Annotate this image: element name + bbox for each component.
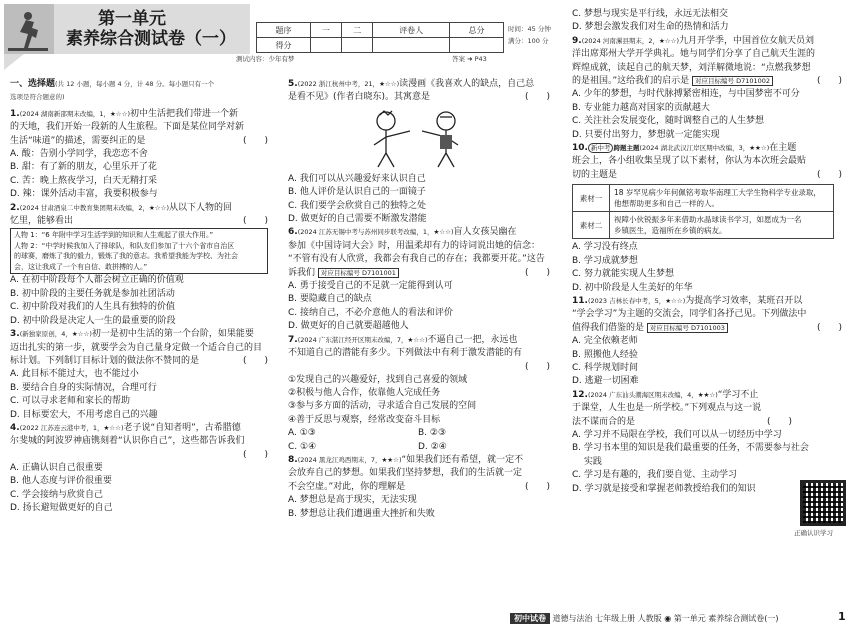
option-d[interactable]: D. 逃避一切困难 — [572, 376, 639, 387]
option-c[interactable]: C. 梦想与现实是平行线，永远无法相交 — [572, 9, 729, 19]
score-label-cell: 得分 — [257, 38, 311, 53]
answer-paren[interactable]: ( ) — [524, 361, 550, 372]
question-10: 10. 新中考 跨题主题(2024 湖北武汉江岸区期中改编，3，★★☆)在主题 班会上，各小组收集呈现了以下素材，你认为本次班会最贴 切的主题是 ( ) 素材一 18 岁罕见病少年何佩铭考取华南理工大学生物科学专业录取， 他想帮助更多和自己一样的人。 素材二 视障小伙锐振多年来借助水晶球读书学习，如愿成为一名 乡镇医生，造福所在乡镇的病友。 A. 学习没有终点 B. 学习成就梦想 C. 努力就能实现人生梦想 D. 初中阶段是人生美好的年华 — [572, 142, 842, 295]
new-exam-badge: 新中考 — [588, 143, 614, 153]
score-input-cell[interactable] — [310, 38, 341, 53]
option-b[interactable]: B. 梦想总让我们遭遇重大挫折和失败 — [288, 508, 435, 519]
qr-code-icon[interactable] — [800, 480, 846, 526]
option-b[interactable]: B. 甜：有了新的朋友，心里乐开了花 — [10, 162, 157, 173]
material-label: 素材二 — [573, 212, 610, 239]
option-b[interactable]: B. 初中阶段的主要任务就是参加社团活动 — [10, 288, 175, 299]
option-b[interactable]: B. 他人评价是认识自己的一面镜子 — [288, 187, 426, 198]
answer-paren[interactable]: ( ) — [816, 322, 842, 333]
option-b[interactable]: B. ②③ — [418, 428, 447, 439]
test-content: 测试内容：少年有梦 — [236, 55, 295, 63]
question-2: 2.(2024 甘肃酒泉二中教育集团期末改编，2，★☆☆)从以下人物的回 忆里，能够看出 ( ) 人物 1：“6 年附中学习生活学到的知识和人生观起了很大作用。” 人物 2：“中学时候我加入了排球队，和队友们参加了十六个省市自治区 的球赛，磨炼了我的毅力，锻炼了我的意志。我希望我能为学校、为社会 会，这让我成了一个有自信、敢拼搏的人。” A. 在初中阶段每个人都会树立正确的价值观 B. 初中阶段的主要任务就是参加社团活动 C. 初中阶段对我们的人生具有独特的价值 D. 初中阶段是决定人一生的最重要的阶段 — [10, 202, 268, 328]
option-d[interactable]: D. 辣：课外活动丰富，我要积极参与 — [10, 189, 158, 200]
question-7: 7.(2024 广东湛江经开区期末改编，7，★☆☆)不逼自己一把，永远也 不知道自己的潜能有多少。下列做法中有利于激发潜能的有 ( ) ①发现自己的兴趣爱好，找到自己喜爱的领域 ②积极与他人合作，依靠他人完成任务 ③参与多方面的活动，寻求适合自己发展的空间 ④善于反思与观察，经常改变奋斗目标 A. ①③ B. ②③ C. ①④ D. ②④ — [288, 334, 550, 454]
option-d[interactable]: D. ②④ — [418, 441, 447, 452]
option-b[interactable]: B. 专业能力越高对国家的贡献越大 — [572, 102, 710, 113]
section-heading: 一、选择题(共 12 小题，每小题 4 分，计 48 分。每小题只有一个 — [10, 79, 215, 89]
option-d[interactable]: D. 初中阶段是人生美好的年华 — [572, 282, 693, 293]
question-11: 11.(2023 吉林长春中考，5，★☆☆)为提高学习效率，某班召开以 “学会学习”为主题的交流会，同学们各抒己见。下列做法中 值得我们借鉴的是 对应目标编号 D7101003 ( ) A. 完全依赖老师 B. 照搬他人经验 C. 科学规划时间 D. 逃避一切困难 — [572, 295, 842, 389]
unit-title: 第一单元 — [98, 9, 166, 29]
dot-icon: ◉ — [664, 614, 672, 623]
option-c[interactable]: C. 努力就能实现人生梦想 — [572, 269, 675, 280]
option-a[interactable]: A. 完全依赖老师 — [572, 336, 638, 347]
arrow-icon: ➜ — [467, 55, 473, 63]
question-4: 4.(2022 江苏连云港中考，1，★☆☆)老子说“自知者明”，古希腊德 尔斐城的阿波罗神庙镌刻着“认识你自己”，这些都告诉我们 ( ) A. 正确认识自己很重要 B. 他人态度与评价很重要 C. 学会接纳与欣赏自己 D. 扬长避短做更好的自己 — [10, 422, 268, 515]
column-left — [10, 78, 268, 515]
option-c[interactable]: C. 学会接纳与欣赏自己 — [10, 489, 104, 500]
option-d[interactable]: D. 梦想会激发我们对生命的热情和活力 — [572, 22, 729, 33]
answer-page: P43 — [474, 55, 487, 63]
option-d[interactable]: D. 扬长避短做更好的自己 — [10, 502, 113, 513]
score-input-cell[interactable] — [373, 38, 450, 53]
option-a[interactable]: A. 学习并不局限在学校，我们可以从一切经历中学习 — [572, 429, 782, 440]
option-a[interactable]: A. 梦想总是高于现实，无法实现 — [288, 495, 417, 506]
answer-paren[interactable]: ( ) — [524, 267, 550, 278]
answer-paren[interactable]: ( ) — [766, 416, 792, 427]
question-9: 9.(2024 河南漯县期末，2，★☆☆)九月开学季，中国首位女航天员刘 洋出席郑州大学开学典礼。她与同学们分享了自己航天生涯的 辉煌成就，读起自己的航天梦，刘洋解微地说：“点燃我梦想 的是祖国。”这给我们的启示是 对应目标编号 D7101002 ( ) A. 少年的梦想，与时代脉搏紧密相连，与中国梦密不可分 B. 专业能力越高对国家的贡献越大 C. 关注社会发展变化，随时调整自己的人生梦想 D. 只要付出努力，梦想就一定能实现 — [572, 35, 842, 142]
column-right — [572, 8, 842, 496]
quote-box: 人物 1：“6 年附中学习生活学到的知识和人生观起了很大作用。” 人物 2：“中学时候我加入了排球队，和队友们参加了十六个省市自治区 的球赛，磨炼了我的毅力，锻炼了我的意志。我希望我能为学校、为社会 会，这让我成了一个有自信、敢拼搏的人。” — [10, 228, 268, 274]
answer-ref — [452, 54, 487, 63]
option-a[interactable]: A. 学习没有终点 — [572, 242, 638, 253]
option-b[interactable]: B. 要结合自身的实际情况，合理可行 — [10, 382, 157, 393]
question-3: 3.(新独家原创，4，★☆☆)初一是初中生活的第一个台阶，如果能要 迈出扎实的第一步，就要学会为自己量身定做一个适合自己的目 标计划。下列制订目标计划的做法你不赞同的是 ( ) A. 此目标不能过大，也不能过小 B. 要结合自身的实际情况，合理可行 C. 可以寻求老师和家长的帮助 D. 目标要宏大，不用考虑自己的兴趣 — [10, 328, 268, 422]
score-input-cell[interactable] — [342, 38, 373, 53]
answer-label: 答案 — [452, 55, 465, 63]
option-d[interactable]: D. 学习就是接受和掌握老师教授给我们的知识 — [572, 483, 756, 494]
answer-paren[interactable]: ( ) — [242, 216, 268, 227]
option-a[interactable]: A. ①③ — [288, 428, 316, 439]
full-score: 满分：100 分 — [508, 37, 549, 45]
statement-1: ①发现自己的兴趣爱好，找到自己喜爱的领域 — [288, 374, 468, 385]
statement-3: ③参与多方面的活动，寻求适合自己发展的空间 — [288, 401, 477, 412]
option-c[interactable]: C. 学习是有趣的，我们要自觉、主动学习 — [572, 470, 738, 481]
target-code: 对应目标编号 D7101003 — [647, 323, 728, 333]
score-input-cell[interactable] — [450, 38, 504, 53]
option-a[interactable]: A. 酸：告别小学同学，我恋恋不舍 — [10, 149, 148, 160]
option-d[interactable]: D. 初中阶段是决定人一生的最重要的阶段 — [10, 315, 176, 326]
series-badge: 初中试卷 — [510, 613, 550, 624]
question-8: 8.(2024 黑龙江鸡西期末，7，★★☆)“如果我们还有希望，就一定不 会放弃自己的梦想。如果我们坚持梦想，我们的生活就一定 不会空虚。”对此，你的理解是 ( ) A. 梦想总是高于现实，无法实现 B. 梦想总让我们遭遇重大挫折和失败 — [288, 454, 550, 521]
option-c[interactable]: C. 苦：晚上熬夜学习，白天无精打采 — [10, 175, 158, 186]
option-d[interactable]: D. 目标要宏大，不用考虑自己的兴趣 — [10, 409, 158, 420]
option-a[interactable]: A. 在初中阶段每个人都会树立正确的价值观 — [10, 275, 184, 286]
material-table: 素材一 18 岁罕见病少年何佩铭考取华南理工大学生物科学专业录取， 他想帮助更多和自己一样的人。 素材二 视障小伙锐振多年来借助水晶球读书学习，如愿成为一名 乡镇医生，造福所在乡镇的病友。 — [572, 184, 834, 239]
page-footer: 初中试卷 道德与法治 七年级上册 人教版 ◉ 第一单元 素养综合测试卷(一) — [510, 612, 835, 626]
option-a[interactable]: A. 勇于接受自己的不足就一定能得到认可 — [288, 281, 453, 292]
score-table — [256, 22, 504, 53]
score-header-cell: 题序 — [257, 23, 311, 38]
option-b[interactable]: B. 学习书本里的知识是我们最重要的任务，不需要参与社会 — [572, 443, 809, 454]
section-desc: 选项是符合题意的) — [10, 93, 65, 102]
question-5: 5.(2022 浙江杭州中考，21，★☆☆)读漫画《我喜欢人的缺点，自己总 是看不见》(作者白晓东)。其寓意是 ( ) A. 我们可以从兴趣爱好来认识自己 B. 他人评价是认识自己的一面镜子 C. 我们要学会欣赏自己的独特之处 D. 做更好的自己需要不断激发潜能 — [288, 78, 550, 226]
option-a[interactable]: A. 正确认识自己很重要 — [10, 462, 103, 473]
option-c[interactable]: C. 接纳自己，不必介意他人的看法和评价 — [288, 307, 454, 318]
qr-label: 正确认识学习 — [794, 529, 833, 537]
option-c[interactable]: C. ①④ — [288, 441, 317, 452]
answer-paren[interactable]: ( ) — [242, 135, 268, 146]
target-code: 对应目标编号 D7101002 — [692, 76, 773, 86]
option-b[interactable]: B. 要隐藏自己的缺点 — [288, 294, 372, 305]
option-c[interactable]: C. 科学规划时间 — [572, 362, 639, 373]
page-number: 1 — [838, 610, 846, 623]
time-limit: 时间：45 分钟 — [508, 25, 551, 33]
cartoon-image — [358, 107, 478, 171]
option-b[interactable]: B. 照搬他人经验 — [572, 349, 638, 360]
answer-paren[interactable]: ( ) — [242, 355, 268, 366]
option-d[interactable]: D. 做更好的自己需要不断激发潜能 — [288, 214, 427, 225]
option-c[interactable]: C. 可以寻求老师和家长的帮助 — [10, 396, 131, 407]
option-d[interactable]: D. 做更好的自己就要超越他人 — [288, 321, 409, 332]
score-header-cell: 一 — [310, 23, 341, 38]
answer-paren[interactable]: ( ) — [816, 76, 842, 87]
option-a[interactable]: A. 我们可以从兴趣爱好来认识自己 — [288, 173, 426, 184]
score-header-cell: 二 — [342, 23, 373, 38]
answer-paren[interactable]: ( ) — [524, 481, 550, 492]
material-label: 素材一 — [573, 185, 610, 212]
answer-paren[interactable]: ( ) — [816, 169, 842, 180]
option-c[interactable]: C. 我们要学会欣赏自己的独特之处 — [288, 200, 427, 211]
statement-2: ②积极与他人合作，依靠他人完成任务 — [288, 387, 441, 398]
score-header-cell: 评卷人 — [373, 23, 450, 38]
question-1: 1.(2024 湖南新邵期末改编，1，★☆☆)初中生活把我们带进一个新 的天地，我们开始一段新的人生旅程。下面是某位同学对新 生活“味道”的描述，需要纠正的是 ( ) A. 酸：告别小学同学，我恋恋不舍 B. 甜：有了新的朋友，心里乐开了花 C. 苦：晚上熬夜学习，白天无精打采 D. 辣：课外活动丰富，我要积极参与 — [10, 108, 268, 202]
answer-paren[interactable]: ( ) — [242, 449, 268, 460]
option-b[interactable]: B. 他人态度与评价很重要 — [10, 476, 112, 487]
option-b[interactable]: B. 学习成就梦想 — [572, 255, 638, 266]
target-code: 对应目标编号 D7101001 — [318, 268, 399, 278]
option-d[interactable]: D. 只要付出努力，梦想就一定能实现 — [572, 129, 720, 140]
question-12: 12.(2024 广东汕头潮海区期末改编，4，★★☆)“学习不止 于课堂，人生也是一所学校。”下列观点与这一说 法不谋而合的是 ( ) — [572, 389, 842, 429]
option-b-cont: 实践 — [572, 456, 602, 467]
option-c[interactable]: C. 初中阶段对我们的人生具有独特的价值 — [10, 302, 176, 313]
option-a[interactable]: A. 少年的梦想，与时代脉搏紧密相连，与中国梦密不可分 — [572, 89, 800, 100]
test-title: 素养综合测试卷（一） — [66, 29, 236, 49]
option-a[interactable]: A. 此目标不能过大，也不能过小 — [10, 369, 139, 380]
option-c[interactable]: C. 关注社会发展变化，随时调整自己的人生梦想 — [572, 116, 765, 127]
statement-4: ④善于反思与观察，经常改变奋斗目标 — [288, 414, 441, 425]
question-6: 6.(2024 江苏无锡中考与苏州同步联考改编，1，★☆☆)盲人女孩吴幽在 参加《中国诗词大会》时，用温柔却有力的诗词说出她的信念： “不管有没有人欣赏，我都会有我自己的存在；我都要开花。”这告 诉我们 对应目标编号 D7101001 ( ) A. 勇于接受自己的不足就一定能得到认可 B. 要隐藏自己的缺点 C. 接纳自己，不必介意他人的看法和评价 D. 做更好的自己就要超越他人 — [288, 226, 550, 333]
column-middle — [288, 78, 550, 521]
answer-paren[interactable]: ( ) — [524, 92, 550, 103]
score-header-cell: 总分 — [450, 23, 504, 38]
